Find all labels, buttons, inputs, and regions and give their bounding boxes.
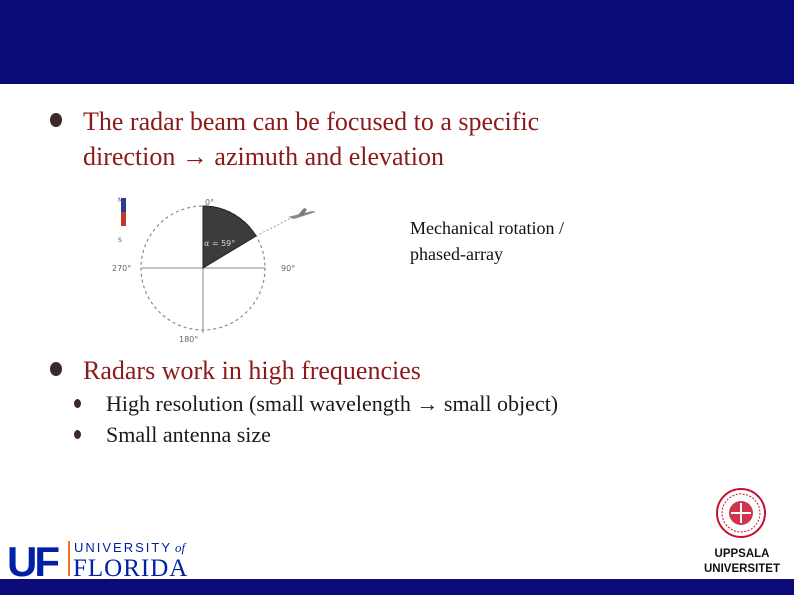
angle-label: α = 59° — [204, 239, 236, 248]
header-bar — [0, 0, 794, 84]
uf-line-1: UNIVERSITY — [74, 540, 173, 555]
compass-s-label: S — [118, 237, 122, 244]
bullet-dot — [50, 113, 62, 127]
bullet-dot — [50, 362, 62, 376]
uppsala-line-2: UNIVERSITET — [703, 563, 781, 575]
sub-bullet-dot — [74, 399, 81, 408]
footer-bar — [0, 579, 794, 595]
label-north: 0° — [205, 198, 215, 207]
label-east: 90° — [281, 264, 296, 273]
label-west: 270° — [112, 264, 132, 273]
bullet-1-line-2: direction → azimuth and elevation — [83, 142, 444, 171]
bullet-2-text: Radars work in high frequencies — [83, 356, 421, 385]
caption-line-1: Mechanical rotation / — [410, 218, 564, 238]
sub-bullet-dot — [74, 430, 81, 439]
uppsala-logo — [696, 487, 788, 577]
uf-logo — [7, 537, 207, 579]
diagram-caption — [410, 215, 564, 267]
beam-sector — [203, 206, 256, 268]
uf-line-2: FLORIDA — [73, 555, 189, 579]
sub-bullet-1: High resolution (small wavelength → small object) — [106, 391, 559, 416]
bullet-1-line-1: The radar beam can be focused to a specific — [83, 107, 540, 136]
radar-azimuth-diagram — [100, 188, 320, 348]
label-south: 180° — [179, 335, 199, 344]
uf-of: of — [175, 540, 186, 555]
caption-line-2: phased-array — [410, 244, 503, 264]
beam-direction-line — [256, 216, 295, 236]
compass-n-label: N — [118, 197, 123, 204]
uppsala-seal-icon — [717, 489, 765, 537]
aircraft-icon — [288, 208, 316, 219]
uf-mark: UF — [7, 538, 57, 579]
bullet-1-text — [83, 104, 703, 174]
uppsala-line-1: UPPSALA — [714, 548, 770, 560]
sub-bullet-2: Small antenna size — [106, 422, 271, 447]
